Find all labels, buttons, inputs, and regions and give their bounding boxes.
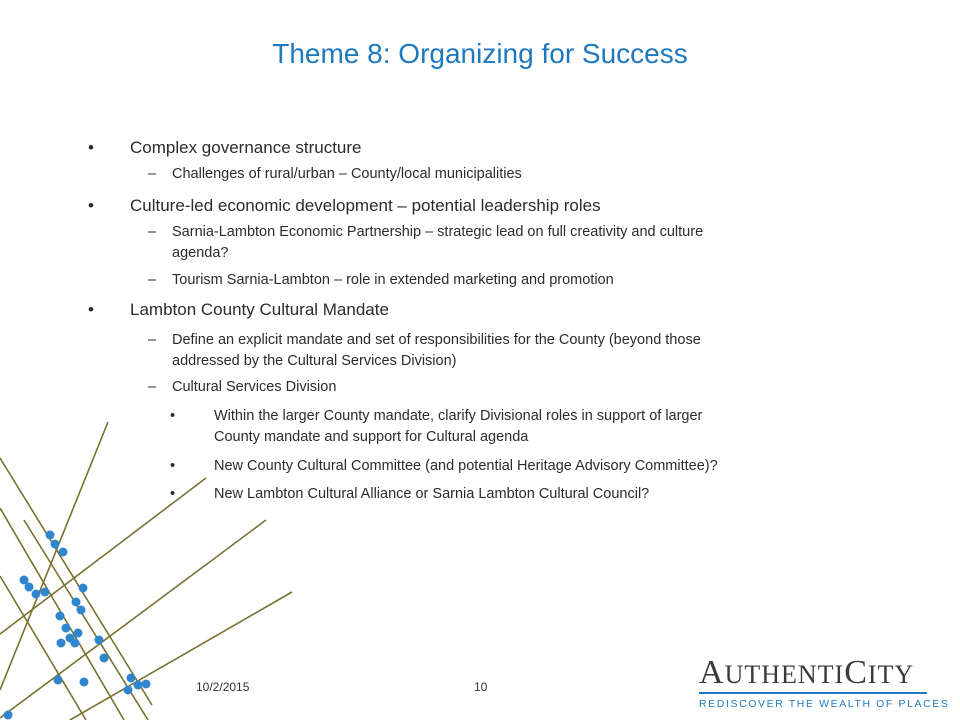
bullet-marker: • [170, 458, 176, 474]
decorative-dot [77, 606, 86, 615]
bullet-text: Culture-led economic development – potential leadership roles [130, 196, 601, 215]
decorative-dot [142, 680, 151, 689]
authenticity-logo [693, 654, 950, 712]
sub-bullet-text: Cultural Services Division [172, 379, 337, 395]
decorative-dot [62, 624, 71, 633]
decorative-dot [74, 629, 83, 638]
bullet-marker: • [88, 138, 94, 157]
decorative-line [0, 478, 206, 634]
decorative-dot [56, 612, 65, 621]
footer-date: 10/2/2015 [196, 680, 250, 694]
logo-letters: ITY [867, 660, 915, 689]
logo-letter: C [844, 654, 868, 691]
logo-divider [699, 692, 927, 694]
decorative-line [0, 576, 86, 720]
decorative-dot [51, 540, 60, 549]
sub-sub-bullet-text: New Lambton Cultural Alliance or Sarnia Lambton Cultural Council? [214, 486, 650, 502]
decorative-dot [4, 711, 13, 720]
decorative-dot [25, 583, 34, 592]
logo-letter: A [699, 654, 725, 691]
page-number: 10 [474, 680, 488, 694]
bullet-text: Lambton County Cultural Mandate [130, 300, 389, 319]
sub-bullet-text: addressed by the Cultural Services Division) [172, 353, 457, 369]
decorative-dot [79, 584, 88, 593]
decorative-dot [72, 598, 81, 607]
decorative-dot [57, 639, 66, 648]
bullet-marker: • [88, 196, 94, 215]
slide-title: Theme 8: Organizing for Success [272, 38, 688, 69]
decorative-dot [32, 590, 41, 599]
dash-marker: – [148, 224, 157, 240]
bullet-marker: • [170, 408, 176, 424]
decorative-dot [95, 636, 104, 645]
decorative-dot [134, 681, 143, 690]
sub-bullet-text: agenda? [172, 245, 229, 261]
decorative-lines [0, 422, 292, 720]
decorative-dot [46, 531, 55, 540]
decorative-dot [100, 654, 109, 663]
dash-marker: – [148, 272, 157, 288]
decorative-dot [80, 678, 89, 687]
logo-wordmark [699, 654, 914, 690]
sub-bullet-text: Tourism Sarnia-Lambton – role in extended marketing and promotion [172, 272, 614, 288]
dash-marker: – [148, 379, 157, 395]
bullet-marker: • [88, 300, 94, 319]
sub-sub-bullet-text: New County Cultural Committee (and potential Heritage Advisory Committee)? [214, 458, 718, 474]
decorative-line-graphic [0, 0, 320, 720]
logo-tagline: REDISCOVER THE WEALTH OF PLACES [699, 698, 950, 710]
bullet-marker: • [170, 486, 176, 502]
logo-letters: UTHENTI [724, 660, 845, 689]
dash-marker: – [148, 332, 157, 348]
decorative-dot [124, 686, 133, 695]
bullet-text: Complex governance structure [130, 138, 362, 157]
sub-bullet-text: Sarnia-Lambton Economic Partnership – strategic lead on full creativity and culture [172, 224, 704, 240]
sub-bullet-text: Challenges of rural/urban – County/local municipalities [172, 166, 522, 182]
dash-marker: – [148, 166, 157, 182]
sub-bullet-text: Define an explicit mandate and set of responsibilities for the County (beyond those [172, 332, 701, 348]
decorative-dot [127, 674, 136, 683]
decorative-dot [41, 588, 50, 597]
decorative-dot [59, 548, 68, 557]
sub-sub-bullet-text: County mandate and support for Cultural agenda [214, 429, 529, 445]
decorative-dot [71, 639, 80, 648]
sub-sub-bullet-text: Within the larger County mandate, clarify Divisional roles in support of larger [214, 408, 703, 424]
decorative-dot [54, 676, 63, 685]
